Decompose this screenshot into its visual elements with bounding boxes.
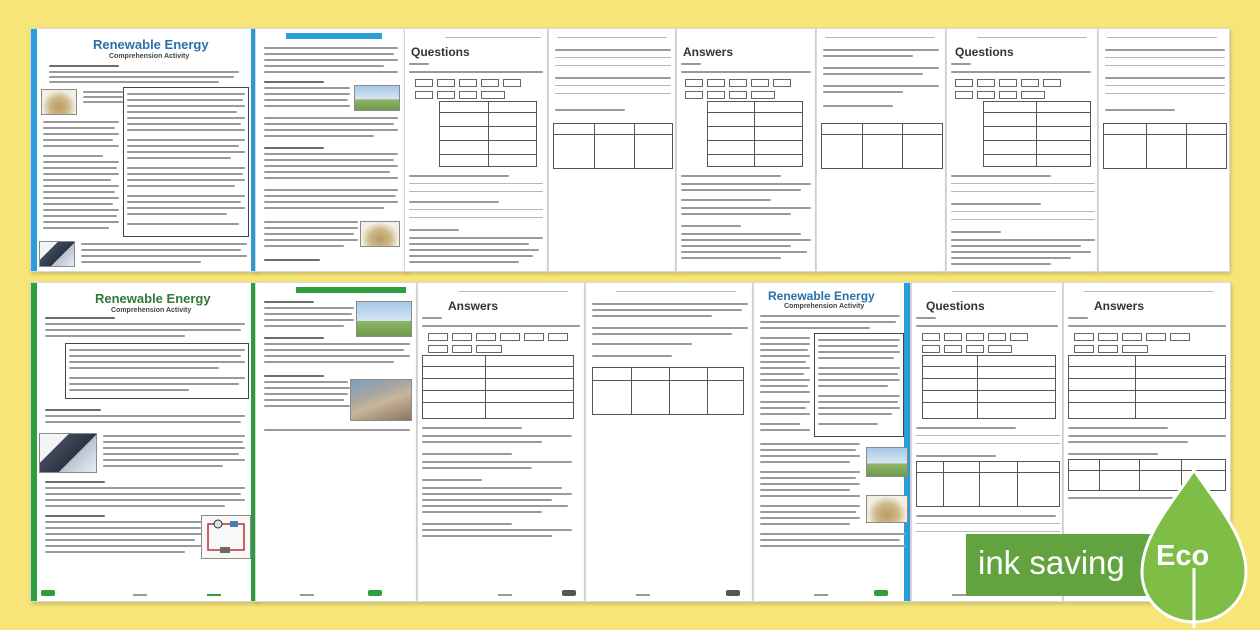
questions-heading: Questions (411, 45, 470, 59)
eco-label: Eco (1156, 540, 1210, 572)
info-page-blue-1 (30, 28, 258, 272)
answers-page-1 (676, 28, 816, 272)
page-title-green: Renewable Energy (95, 291, 211, 306)
wind-turbines-photo (354, 85, 400, 111)
questions-page-1 (404, 28, 548, 272)
answers-heading-2: Answers (448, 299, 499, 313)
answers-page-continued-1 (816, 28, 946, 272)
biomass-photo-3 (866, 495, 908, 523)
questions-heading-2: Questions (955, 45, 1014, 59)
questions-page-continued-1 (548, 28, 676, 272)
info-page-green (30, 282, 258, 602)
info-page-continued-green (255, 282, 417, 602)
biomass-photo (41, 89, 77, 115)
biomass-photo-small (360, 221, 400, 247)
questions-page-2 (946, 28, 1098, 272)
answers-page-continued-2 (585, 282, 753, 602)
brand-logo (41, 590, 55, 596)
answers-page-2 (417, 282, 585, 602)
questions-heading-3: Questions (926, 299, 985, 313)
hydroelectric-dam-photo (350, 379, 412, 421)
info-page-continued-1 (255, 28, 407, 272)
questions-page-continued-2 (1098, 28, 1230, 272)
page-title-blue-2: Renewable Energy (768, 289, 875, 303)
info-page-blue-2 (753, 282, 911, 602)
answers-heading: Answers (683, 45, 734, 59)
wind-turbines-photo-3 (866, 447, 908, 477)
solar-house-photo-green (39, 433, 97, 473)
page-subtitle: Comprehension Activity (109, 53, 190, 60)
wind-turbines-photo-2 (356, 301, 412, 337)
solar-house-photo (39, 241, 75, 267)
page-subtitle-blue-2: Comprehension Activity (784, 303, 865, 310)
answers-heading-3: Answers (1094, 299, 1145, 313)
page-title: Renewable Energy (93, 37, 209, 52)
page-subtitle-green: Comprehension Activity (111, 307, 192, 314)
circuit-icon (202, 516, 250, 558)
ink-saving-label: ink saving (978, 544, 1125, 581)
circuit-diagram-photo (201, 515, 251, 559)
